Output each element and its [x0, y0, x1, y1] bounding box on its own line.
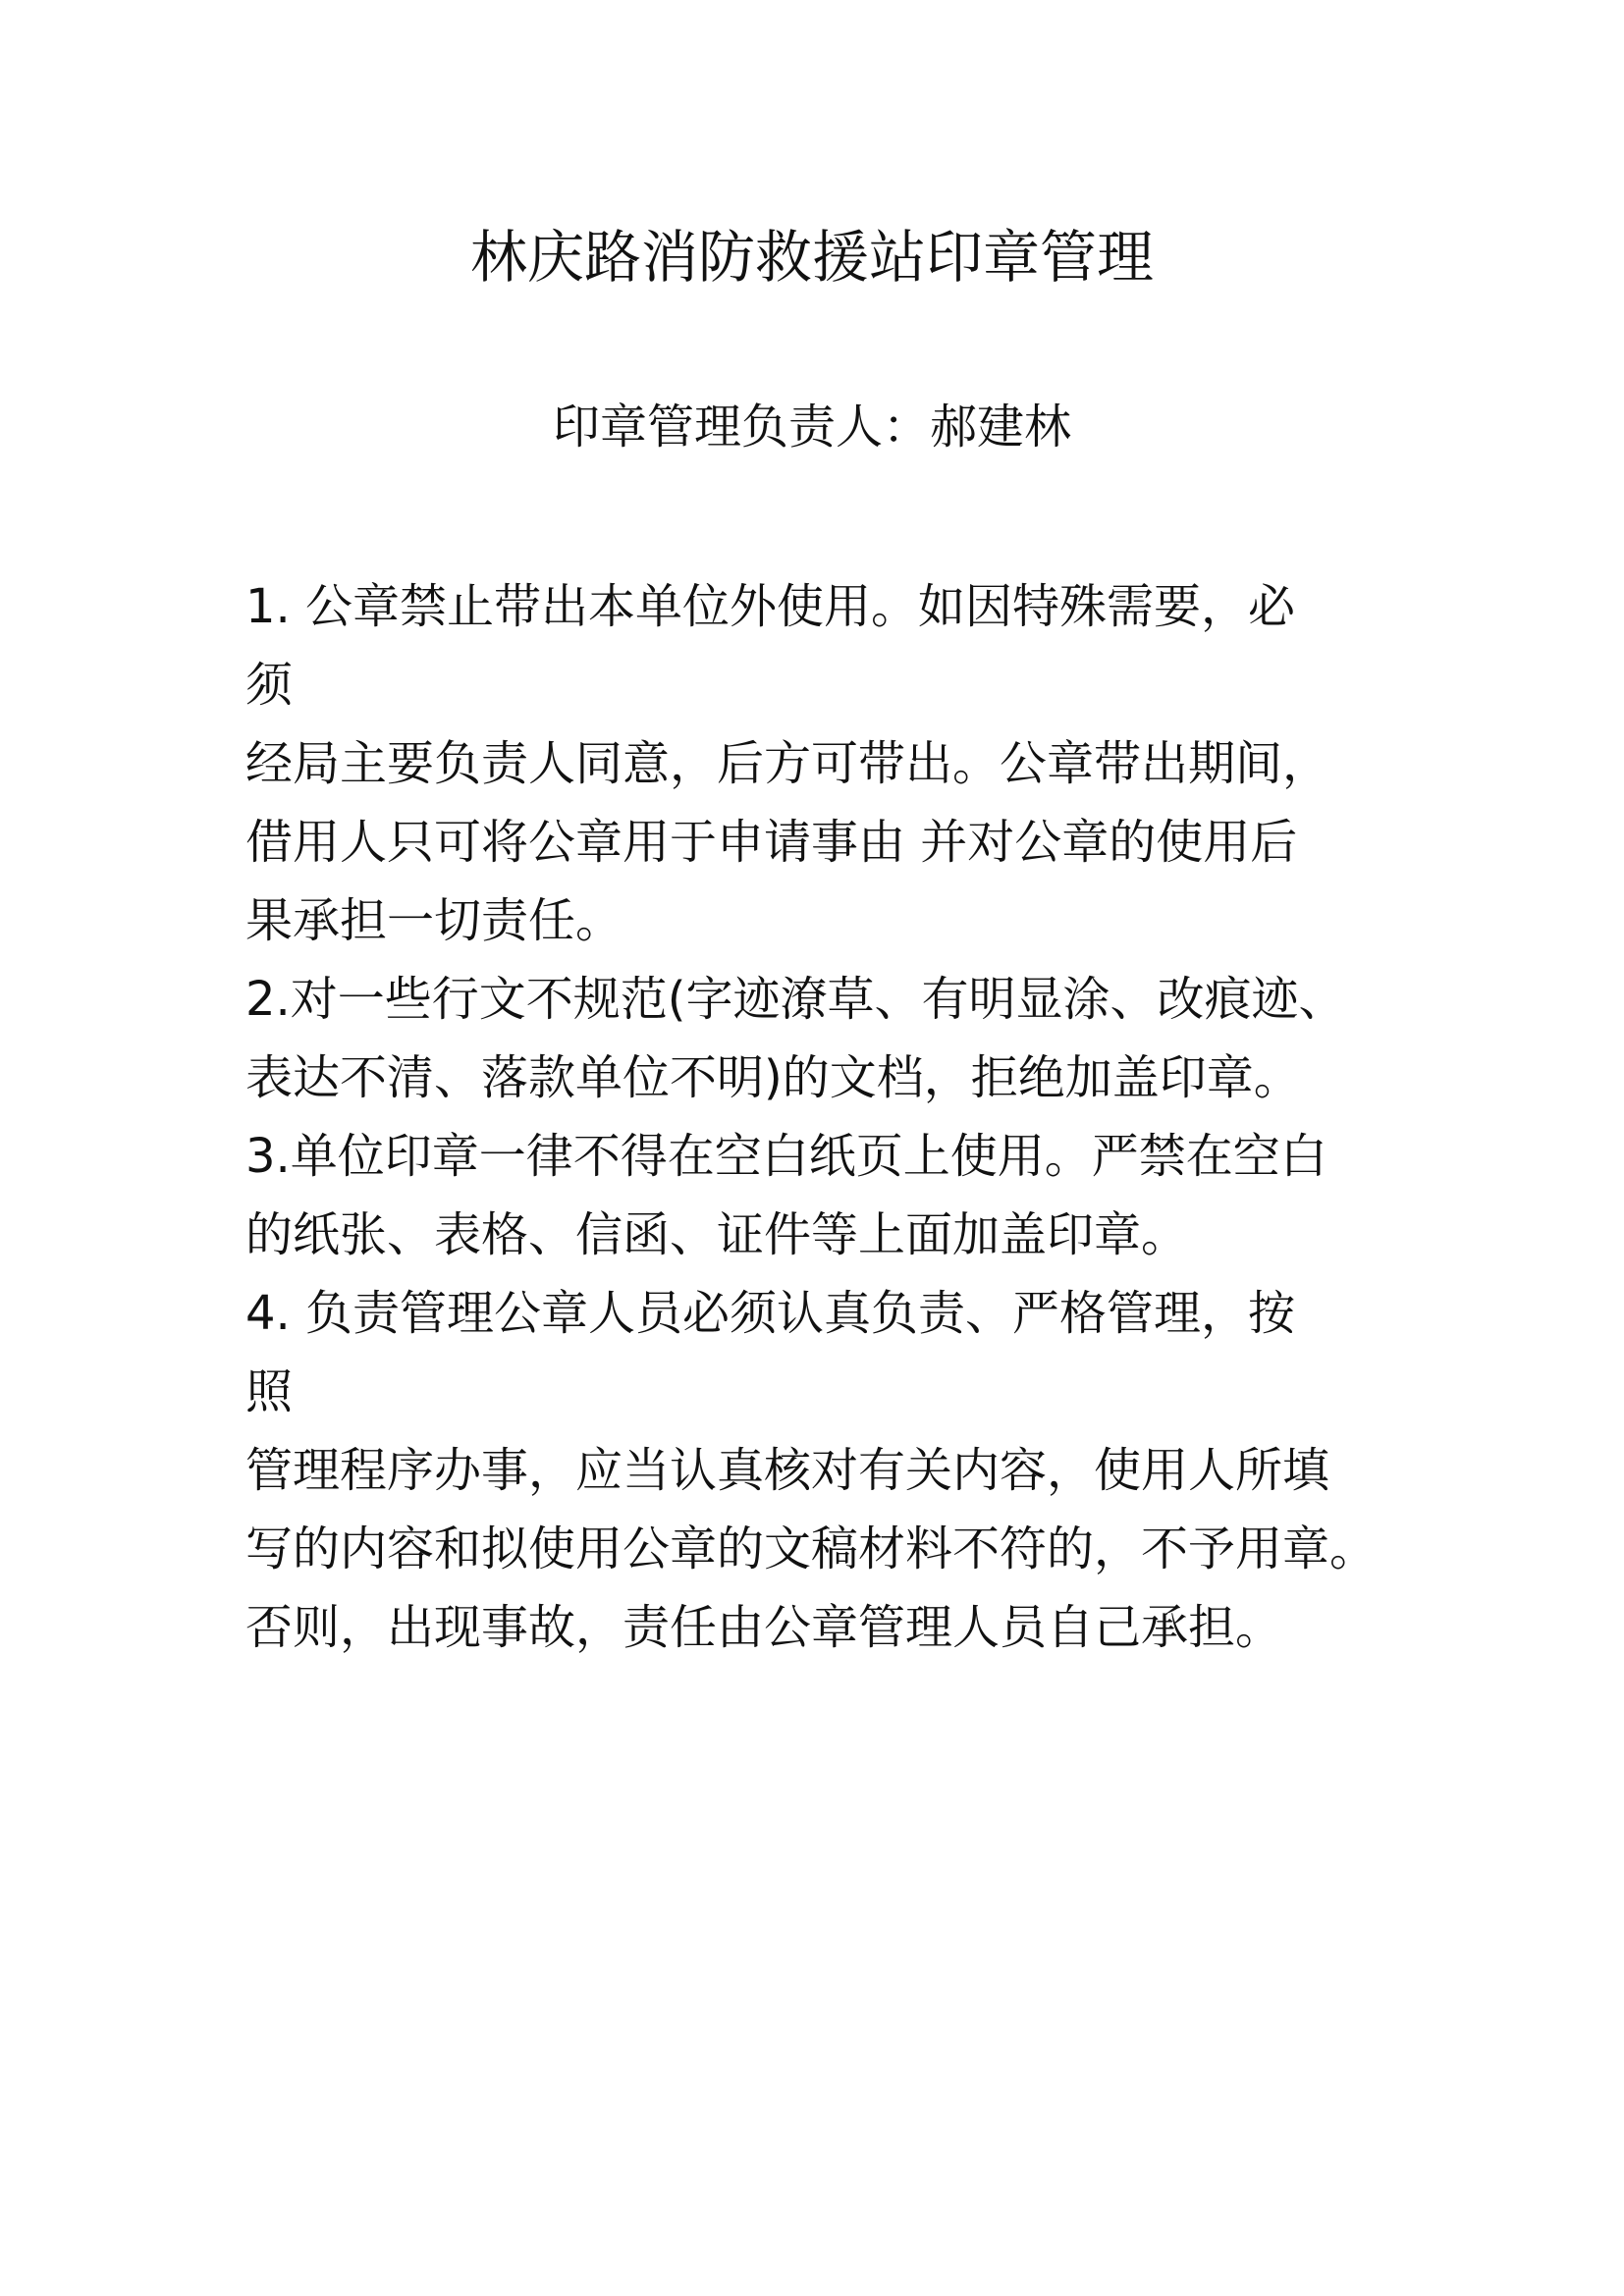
document-title: 林庆路消防救援站印章管理 — [469, 224, 1154, 291]
body-line: 的纸张、表格、信函、证件等上面加盖印章。 — [245, 1207, 1189, 1262]
body-line: 果承担一切责任。 — [245, 893, 623, 948]
body-line: 1. 公章禁止带出本单位外使用。如因特殊需要，必 — [245, 579, 1296, 634]
body-line: 经局主要负责人同意，后方可带出。公章带出期间， — [245, 736, 1330, 791]
body-line: 3.单位印章一律不得在空白纸页上使用。严禁在空白 — [245, 1129, 1327, 1184]
body-line: 借用人只可将公章用于申请事由 并对公章的使用后 — [245, 815, 1298, 870]
body-line: 管理程序办事，应当认真核对有关内容，使用人所填 — [245, 1443, 1330, 1498]
body-line: 须 — [245, 658, 294, 713]
body-line: 照 — [245, 1364, 294, 1419]
body-line: 4. 负责管理公章人员必须认真负责、严格管理，按 — [245, 1286, 1296, 1341]
responsible-person: 印章管理负责人：郝建林 — [552, 400, 1071, 454]
regulations-body — [245, 567, 1453, 1667]
body-line: 否则，出现事故，责任由公章管理人员自己承担。 — [245, 1600, 1283, 1655]
body-line: 表达不清、落款单位不明)的文档，拒绝加盖印章。 — [245, 1050, 1301, 1105]
body-line: 写的内容和拟使用公章的文稿材料不符的，不予用章。 — [245, 1522, 1378, 1576]
body-line: 2.对一些行文不规范(字迹潦草、有明显涂、改痕迹、 — [245, 972, 1346, 1027]
